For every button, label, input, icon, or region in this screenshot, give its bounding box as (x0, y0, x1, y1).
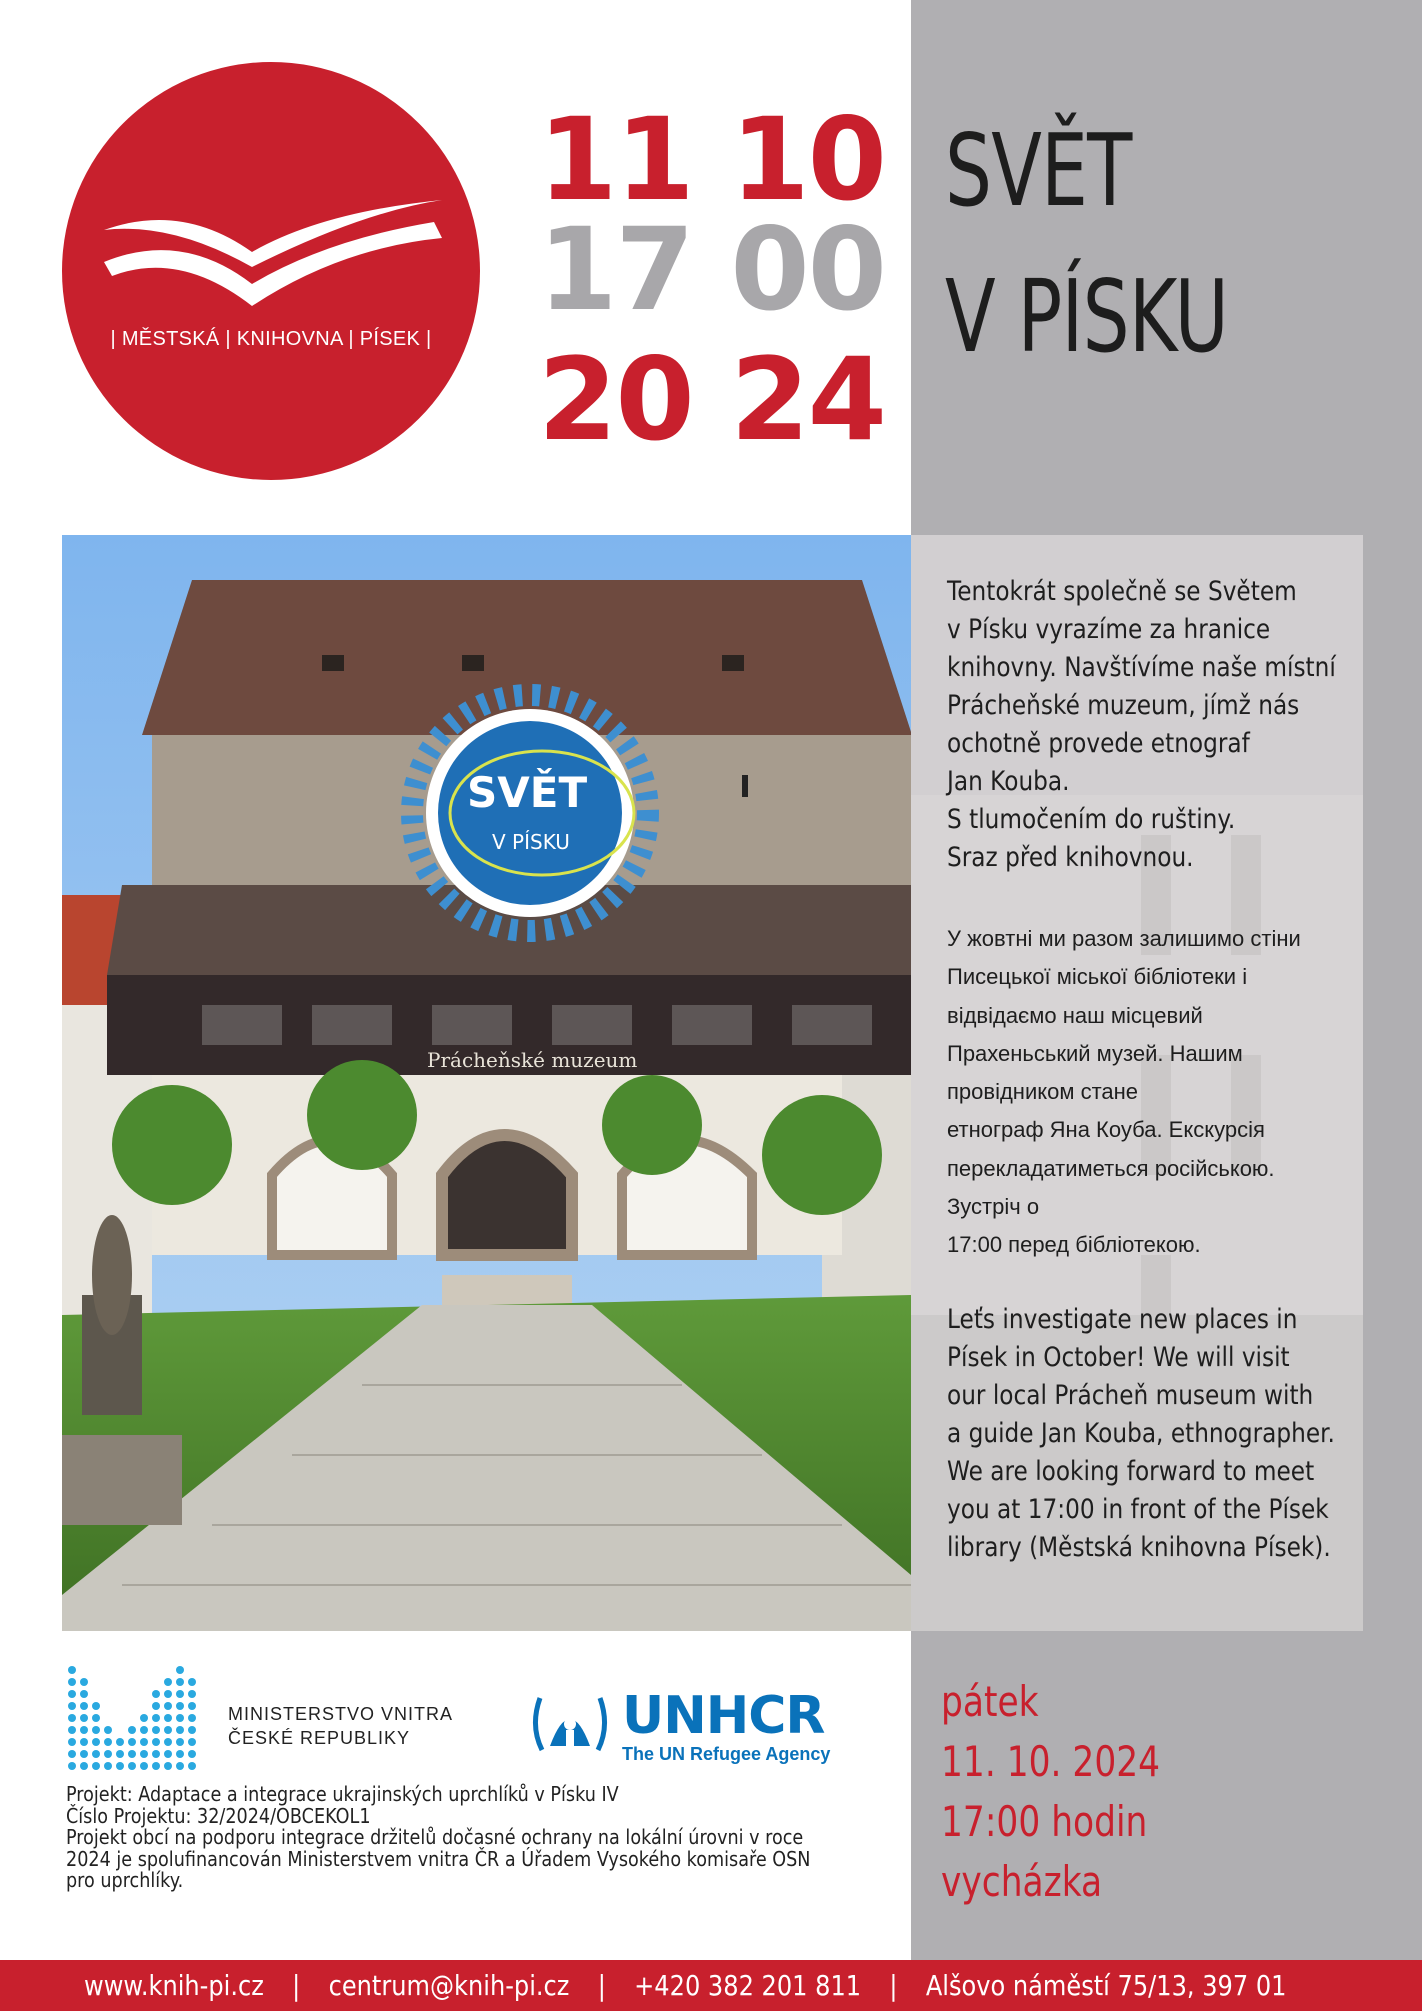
unhcr-name: UNHCR (622, 1686, 825, 1746)
unhcr-subtitle: The UN Refugee Agency (622, 1744, 831, 1764)
date-time: 17 00 (538, 203, 885, 336)
event-type: vycházka (941, 1857, 1103, 1906)
footer-phone[interactable]: +420 382 201 811 (634, 1969, 862, 2002)
footer-web-link[interactable]: www.knih-pi.cz (84, 1969, 264, 2002)
library-logo[interactable] (62, 62, 480, 480)
unhcr-emblem-icon (528, 1686, 612, 1767)
open-book-icon (62, 62, 480, 480)
footer-bar (0, 1960, 1422, 2011)
footer-address: Alšovo náměstí 75/13, 397 01 (925, 1969, 1287, 2002)
english-description: Leťs investigate new places in Písek in October! We will visit our local Prácheň museum with a guide Jan Kouba, ethnographer. We are looking forward to meet you at 17:00 in front of the Písek library (Městská knihovna Písek). (947, 1304, 1335, 1563)
event-details (941, 1672, 1160, 1912)
event-date: 11. 10. 2024 (941, 1737, 1161, 1786)
footer-separator: | (889, 1969, 898, 2002)
library-name: | MĚSTSKÁ | KNIHOVNA | PÍSEK | (110, 328, 432, 350)
badge-line-1: SVĚT (467, 768, 588, 817)
event-time: 17:00 hodin (941, 1797, 1148, 1846)
museum-sign: Prácheňské muzeum (427, 1048, 638, 1072)
ukrainian-description: У жовтні ми разом залишимо стіни Писецької міської бібліотеки і відвідаємо наш місцевий Прахеньський музей. Нашим провідником стане етнограф Яна Коуба. Екскурсія перекладатиметься російською. Зустріч о 17:00 перед бібліотекою. (947, 926, 1301, 1258)
czech-description: Tentokrát společně se Světem v Písku vyrazíme za hranice knihovny. Navštívíme naše místní Prácheňské muzeum, jímž nás ochotně provede etnograf Jan Kouba. S tlumočením do ruštiny. Sraz před knihovnou. (947, 576, 1336, 873)
date-year: 20 24 (538, 333, 885, 466)
project-info: Projekt: Adaptace a integrace ukrajinských uprchlíků v Písku IV Číslo Projektu: 32/2024/OBCEKOL1 Projekt obcí na podporu integrace držitelů dočasné ochrany na lokální úrovni v roce 2024 je spolufinancován Ministerstvem vnitra ČR a Úřadem Vysokého komisaře OSN pro uprchlíky. (66, 1782, 811, 1892)
title-line-1: SVĚT (945, 112, 1132, 229)
badge-line-2: V PÍSKU (492, 830, 570, 854)
ministry-logo (66, 1664, 206, 1779)
event-day: pátek (941, 1677, 1039, 1726)
footer-separator: | (597, 1969, 606, 2002)
footer-separator: | (292, 1969, 301, 2002)
ministry-name: MINISTERSTVO VNITRA ČESKÉ REPUBLIKY (228, 1704, 454, 1748)
footer-email-link[interactable]: centrum@knih-pi.cz (328, 1969, 570, 2002)
date-day-month: 11 10 (538, 93, 885, 226)
title-line-2: V PÍSKU (945, 258, 1229, 375)
museum-photo (62, 535, 911, 1631)
